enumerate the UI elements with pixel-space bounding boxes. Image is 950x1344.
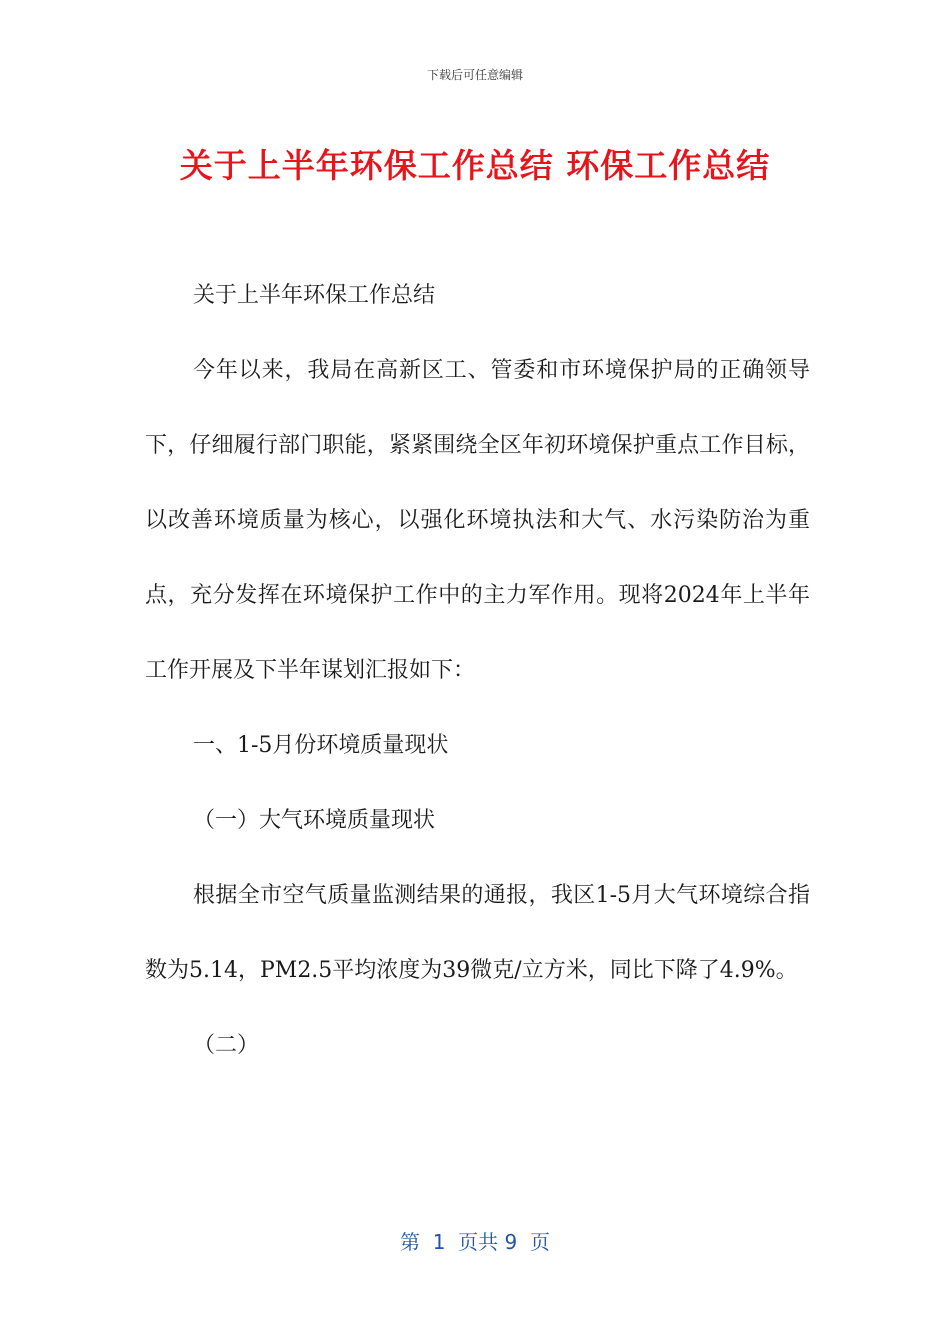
section-heading-1: 一、1-5月份环境质量现状 [193,733,449,758]
document-body [145,258,810,1083]
header-note: 下载后可任意编辑 [426,68,523,82]
paragraph-subtitle: 关于上半年环保工作总结 [193,283,436,308]
subsection-heading-1: （一）大气环境质量现状 [193,808,436,833]
page-footer: 第 1 页共 9 页 [400,1230,550,1254]
paragraph-intro: 今年以来，我局在高新区工、管委和市环境保护局的正确领导下，仔细履行部门职能，紧紧围绕全区年初环境保护重点工作目标，以改善环境质量为核心，以强化环境执法和大气、水污染防治为重点，充分发挥在环境保护工作中的主力军作用。现将2024年上半年工作开展及下半年谋划汇报如下： [145,358,810,683]
subsection-heading-2: （二） [193,1033,260,1058]
document-title: 关于上半年环保工作总结 环保工作总结 [179,146,771,185]
paragraph-air-quality: 根据全市空气质量监测结果的通报，我区1-5月大气环境综合指数为5.14，PM2.5平均浓度为39微克/立方米，同比下降了4.9%。 [145,883,810,983]
